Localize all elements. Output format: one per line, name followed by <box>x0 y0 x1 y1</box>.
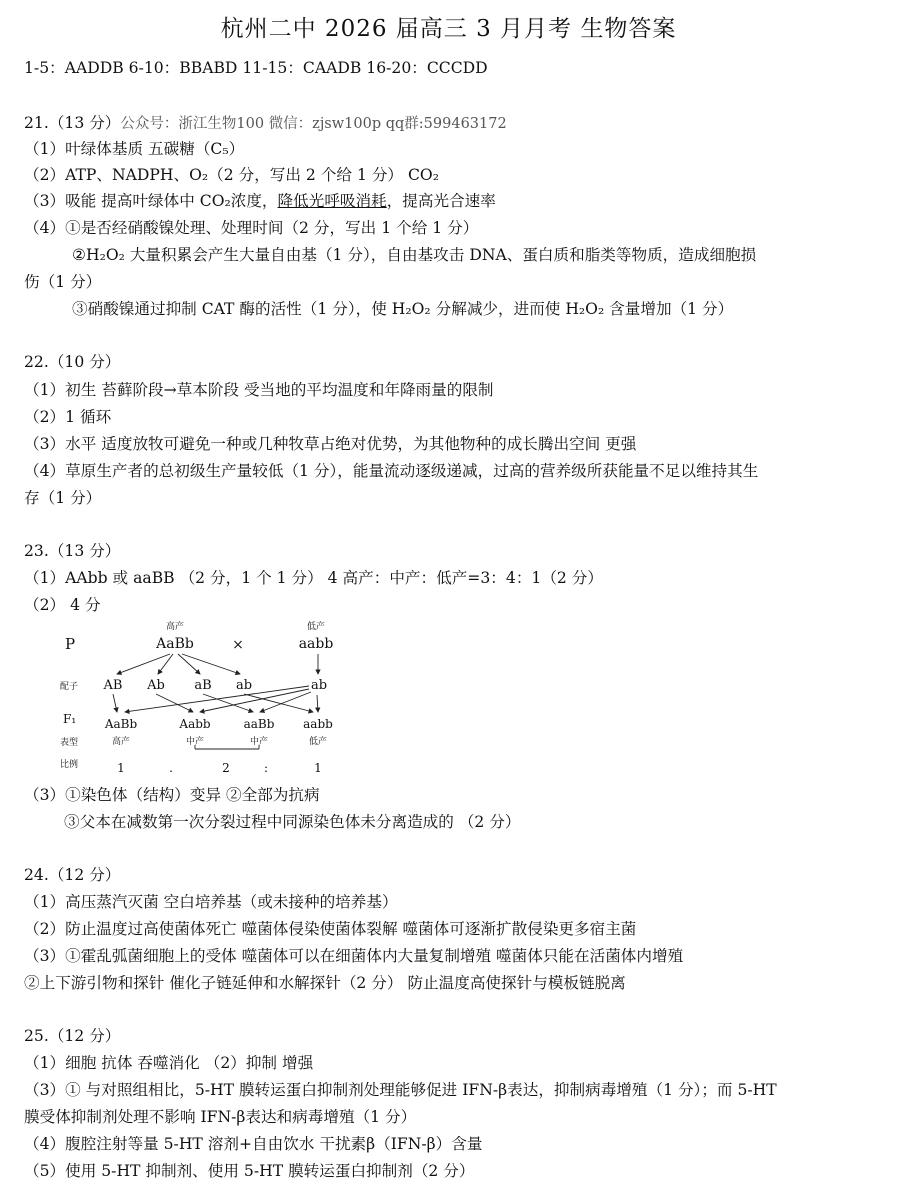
q21-answer-2: （2）ATP、NADPH、O₂（2 分，写出 2 个给 1 分） CO₂ <box>24 166 439 184</box>
q23-header: 23.（13 分） <box>24 542 121 560</box>
q24-answer-2: （2）防止温度过高使菌体死亡 噬菌体侵染使菌体裂解 噬菌体可逐渐扩散侵染更多宿主菌 <box>24 920 637 938</box>
q21-answer-4-1: （4）①是否经硝酸镍处理、处理时间（2 分，写出 1 个给 1 分） <box>24 219 479 237</box>
ratio-sep-1: . <box>169 761 173 775</box>
q21-answer-4-2b: 伤（1 分） <box>24 273 102 291</box>
q24-answer-1: （1）高压蒸汽灭菌 空白培养基（或未接种的培养基） <box>24 893 398 911</box>
q21-answer-3-underlined: 降低光呼吸消耗 <box>277 192 387 210</box>
page-title: 杭州二中 2026 届高三 3 月月考 生物答案 <box>220 16 677 42</box>
gamete-AB: AB <box>103 678 123 693</box>
fertilization-arrows <box>113 686 318 712</box>
phenotype-1: 高产 <box>111 737 131 747</box>
ratio-2: 2 <box>222 761 230 775</box>
q21-answer-3 <box>24 191 496 211</box>
q25-answer-5: （5）使用 5-HT 抑制剂、使用 5-HT 膜转运蛋白抑制剂（2 分） <box>24 1162 475 1180</box>
phenotype-3: 中产 <box>249 737 269 747</box>
q25-answer-3a: （3）① 与对照组相比，5-HT 膜转运蛋白抑制剂处理能够促进 IFN-β表达，抑制病毒增殖（1 分）；而 5-HT <box>24 1081 777 1099</box>
q21-answer-3-post: ，提高光合速率 <box>386 192 496 210</box>
q21-answer-1: （1）叶绿体基质 五碳糖（C₅） <box>24 140 245 158</box>
q22-answer-2: （2）1 循环 <box>24 408 112 426</box>
q22-answer-4b: 存（1 分） <box>24 489 102 507</box>
ratio-1: 1 <box>117 761 125 775</box>
ratio-label: 比例 <box>60 760 79 770</box>
phenotype-4: 低产 <box>308 737 328 747</box>
watermark-text: 公众号：浙江生物100 微信：zjsw100p qq群:599463172 <box>120 116 507 132</box>
phenotype-2: 中产 <box>185 737 205 747</box>
gamete-ab: ab <box>235 678 253 693</box>
parent-to-gamete-arrows <box>117 654 318 674</box>
ratio-sep-2: : <box>263 761 269 775</box>
q24-answer-4: ②上下游引物和探针 催化子链延伸和水解探针（2 分） 防止温度高使探针与模板链脱离 <box>24 974 626 992</box>
p-label: P <box>65 635 76 653</box>
f1-label: F₁ <box>63 712 77 726</box>
parent1-phenotype: 高产 <box>165 622 185 632</box>
parent1-genotype: AaBb <box>156 636 194 652</box>
genetic-cross-diagram <box>55 612 355 777</box>
ratio-3: 1 <box>314 761 322 775</box>
cross-symbol: × <box>232 637 244 653</box>
gamete-label: 配子 <box>60 682 79 692</box>
parent2-phenotype: 低产 <box>306 622 326 632</box>
q21-answer-3-pre: （3）吸能 提高叶绿体中 CO₂浓度， <box>24 192 278 210</box>
phenotype-label: 表型 <box>60 738 79 748</box>
q24-header: 24.（12 分） <box>24 866 121 884</box>
q21-header: 21.（13 分） <box>24 114 121 132</box>
q21-answer-4-2a: ②H₂O₂ 大量积累会产生大量自由基（1 分），自由基攻击 DNA、蛋白质和脂类等物质，造成细胞损 <box>72 246 757 264</box>
q22-answer-3: （3）水平 适度放牧可避免一种或几种牧草占绝对优势，为其他物种的成长腾出空间 更强 <box>24 435 637 453</box>
q22-answer-1: （1）初生 苔藓阶段→草本阶段 受当地的平均温度和年降雨量的限制 <box>24 381 494 399</box>
q23-answer-3-1: （3）①染色体（结构）变异 ②全部为抗病 <box>24 786 320 804</box>
q25-answer-1: （1）细胞 抗体 吞噬消化 （2）抑制 增强 <box>24 1054 314 1072</box>
offspring-aaBb: aaBb <box>243 717 275 731</box>
gamete-Ab: Ab <box>147 678 165 693</box>
choice-answers: 1-5：AADDB 6-10：BBABD 11-15：CAADB 16-20：CCCDD <box>24 59 488 77</box>
parent2-genotype: aabb <box>298 636 334 652</box>
q25-answer-4: （4）腹腔注射等量 5-HT 溶剂+自由饮水 干扰素β（IFN-β）含量 <box>24 1135 483 1153</box>
q23-answer-1: （1）AAbb 或 aaBB （2 分，1 个 1 分） 4 高产：中产：低产=3：4：1（2 分） <box>24 569 603 587</box>
q21-answer-4-3: ③硝酸镍通过抑制 CAT 酶的活性（1 分），使 H₂O₂ 分解减少，进而使 H₂O₂ 含量增加（1 分） <box>72 300 734 318</box>
q22-header: 22.（10 分） <box>24 353 121 371</box>
q22-answer-4a: （4）草原生产者的总初级生产量较低（1 分），能量流动逐级递减，过高的营养级所获能量不足以维持其生 <box>24 462 759 480</box>
q25-answer-3b: 膜受体抑制剂处理不影响 IFN-β表达和病毒增殖（1 分） <box>24 1108 417 1126</box>
offspring-Aabb: Aabb <box>179 717 211 731</box>
q25-header: 25.（12 分） <box>24 1027 121 1045</box>
offspring-aabb: aabb <box>303 717 333 731</box>
gamete-aB: aB <box>194 678 212 693</box>
q23-answer-2: （2） 4 分 <box>24 596 101 614</box>
q21-block <box>24 113 507 134</box>
q23-answer-3-2: ③父本在减数第一次分裂过程中同源染色体未分离造成的 （2 分） <box>64 813 521 831</box>
q24-answer-3: （3）①霍乱弧菌细胞上的受体 噬菌体可以在细菌体内大量复制增殖 噬菌体只能在活菌体内增殖 <box>24 947 684 965</box>
offspring-AaBb: AaBb <box>104 717 138 731</box>
gamete-ab-parent2: ab <box>310 678 328 693</box>
